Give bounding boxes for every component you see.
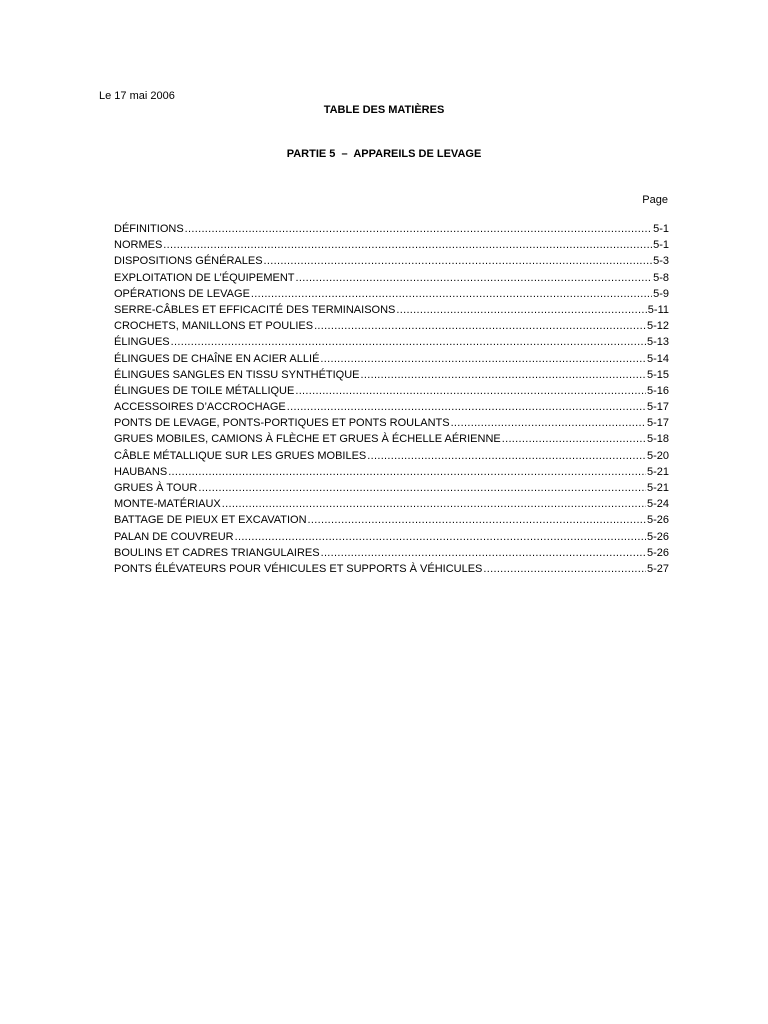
toc-entry-page: 5-18 [646,433,669,446]
toc-dot-leader [308,512,646,528]
toc-entry [114,480,669,496]
toc-entry [114,561,669,577]
toc-entry-title: ÉLINGUES DE TOILE MÉTALLIQUE [114,384,295,397]
toc-dot-leader [222,496,646,512]
toc-entry [114,253,669,269]
toc-dot-leader [483,561,646,577]
toc-entry [114,431,669,447]
toc-entry [114,302,669,318]
toc-entry [114,399,669,415]
document-date: Le 17 mai 2006 [99,90,175,102]
toc-entry [114,286,669,302]
toc-entry-page: 5-14 [646,352,669,365]
toc-entry [114,464,669,480]
toc-entry [114,237,669,253]
toc-entry-title: GRUES MOBILES, CAMIONS À FLÈCHE ET GRUES À ÉCHELLE AÉRIENNE [114,433,501,446]
toc-entry-page: 5-15 [646,368,669,381]
toc-entry-page: 5-16 [646,384,669,397]
toc-entry [114,270,669,286]
toc-entry [114,545,669,561]
toc-entry [114,512,669,528]
toc-dot-leader [396,302,646,318]
toc-entry-title: ACCESSOIRES D’ACCROCHAGE [114,401,286,414]
toc-dot-leader [264,253,653,269]
page-title: TABLE DES MATIÈRES [323,104,445,116]
toc-entry [114,448,669,464]
toc-entry-title: HAUBANS [114,465,168,478]
toc-entry-page: 5-20 [646,449,669,462]
toc-entry [114,318,669,334]
toc-dot-leader [296,270,653,286]
toc-dot-leader [287,399,646,415]
toc-entry-title: GRUES À TOUR [114,482,198,494]
toc-entry-page: 5-3 [653,255,669,268]
toc-dot-leader [251,286,652,302]
toc-dot-leader [295,383,646,399]
toc-dot-leader [321,545,646,561]
toc-entry-page: 5-26 [646,530,669,543]
toc-entry-title: DISPOSITIONS GÉNÉRALES [114,255,263,268]
toc-dot-leader [367,448,646,464]
toc-entry-title: OPÉRATIONS DE LEVAGE [114,287,250,300]
toc-entry-title: MONTE-MATÉRIAUX [114,498,221,511]
toc-entry-title: NORMES [114,239,163,252]
toc-dot-leader [361,367,646,383]
toc-entry [114,221,669,237]
toc-entry [114,496,669,512]
toc-entry-page: 5-11 [647,303,669,316]
page-column-label: Page [642,194,668,206]
toc-dot-leader [198,480,646,496]
toc-entry-page: 5-26 [646,546,669,559]
toc-dot-leader [320,351,646,367]
toc-entry-title: PONTS ÉLÉVATEURS POUR VÉHICULES ET SUPPORTS À VÉHICULES [114,562,483,575]
toc-dot-leader [171,334,646,350]
toc-entry-title: PONTS DE LEVAGE, PONTS-PORTIQUES ET PONTS ROULANTS [114,417,450,430]
toc-entry-page: 5-21 [646,482,669,494]
toc-dot-leader [451,415,646,431]
toc-entry [114,415,669,431]
toc-entry [114,383,669,399]
toc-entry-page: 5-21 [646,465,669,478]
toc-entry-page: 5-17 [646,417,669,430]
toc-entry-title: EXPLOITATION DE L’ÉQUIPEMENT [114,271,295,284]
toc-entry [114,529,669,545]
toc-entry-page: 5-24 [646,498,669,511]
toc-entry-page: 5-26 [646,514,669,527]
toc-entry-title: ÉLINGUES DE CHAÎNE EN ACIER ALLIÉ [114,352,320,365]
toc-entry-page: 5-17 [646,401,669,414]
toc-dot-leader [185,221,652,237]
toc-entry-page: 5-1 [653,239,669,252]
toc-entry-page: 5-12 [646,320,669,333]
toc-entry [114,351,669,367]
toc-entry-title: BATTAGE DE PIEUX ET EXCAVATION [114,514,307,527]
toc-entry [114,367,669,383]
toc-entry-title: ÉLINGUES [114,336,170,349]
toc-dot-leader [502,431,646,447]
part-heading: PARTIE 5 – APPAREILS DE LEVAGE [286,148,482,160]
toc-entry-page: 5-9 [653,287,669,300]
toc-entry-title: ÉLINGUES SANGLES EN TISSU SYNTHÉTIQUE [114,368,360,381]
toc-entry-title: BOULINS ET CADRES TRIANGULAIRES [114,546,320,559]
toc-entry-title: PALAN DE COUVREUR [114,530,234,543]
toc-entry-page: 5-13 [646,336,669,349]
toc-entry-title: DÉFINITIONS [114,223,184,235]
toc-entry-title: CROCHETS, MANILLONS ET POULIES [114,320,314,333]
toc-entry-page: 5-27 [646,562,669,575]
toc-dot-leader [168,464,646,480]
toc-entry-title: SERRE-CÂBLES ET EFFICACITÉ DES TERMINAISONS [114,303,396,316]
table-of-contents [114,221,669,577]
toc-dot-leader [163,237,652,253]
toc-entry-page: 5-8 [653,271,669,284]
toc-entry-title: CÂBLE MÉTALLIQUE SUR LES GRUES MOBILES [114,449,367,462]
toc-dot-leader [235,529,646,545]
toc-entry-page: 5-1 [653,223,669,235]
toc-dot-leader [314,318,646,334]
toc-entry [114,334,669,350]
